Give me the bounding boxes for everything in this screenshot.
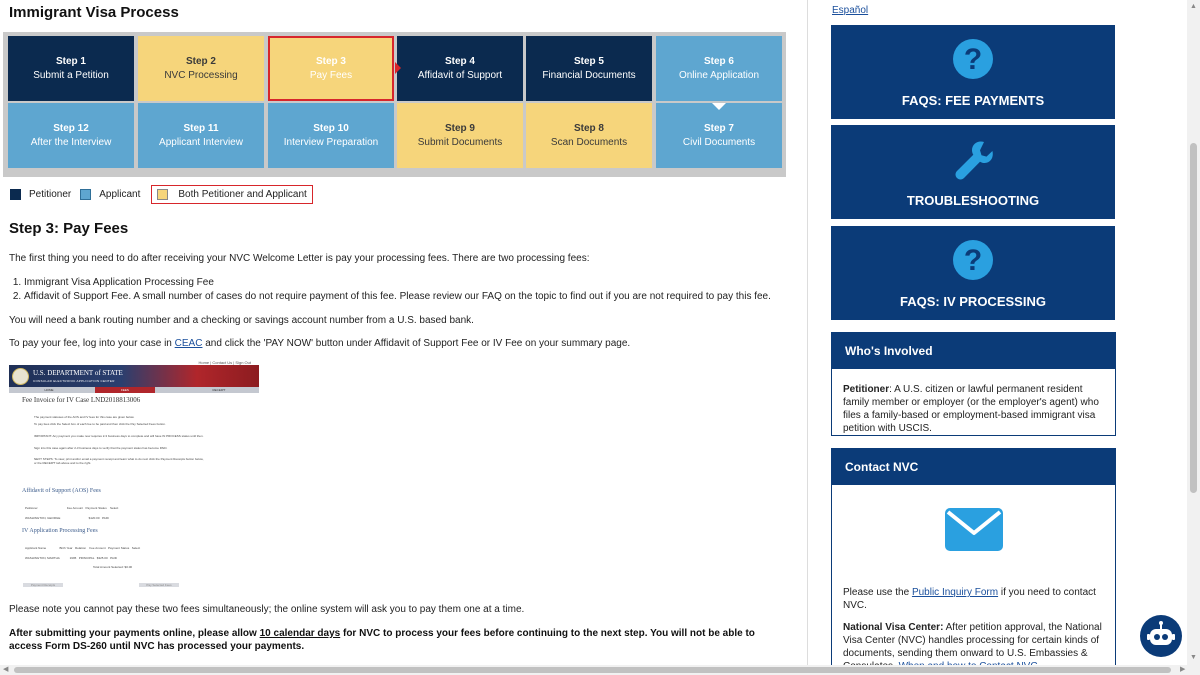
invoice-bullet: IMPORTANT: Any payment you make now requires 2-3 business days to complete and will have IN PROCESS status until then. — [34, 434, 204, 438]
state-seal-icon — [12, 368, 29, 385]
envelope-icon — [944, 507, 1004, 552]
invoice-bullet: Sign into this case again after 2-3 business days to verify that the payment status has become PAID. — [34, 446, 168, 450]
contact-pre: Please use the — [843, 587, 912, 598]
bank-note: You will need a bank routing number and a checking or savings account number from a U.S. based bank. — [9, 315, 474, 326]
after-pre: After submitting your payments online, please allow — [9, 628, 260, 639]
step-number: Step 11 — [183, 122, 219, 134]
step-8[interactable] — [526, 103, 652, 168]
invoice-aos-row: WASHINGTON, GEORGE $120.00 PAID — [25, 516, 109, 520]
legend — [10, 184, 313, 204]
step-3[interactable] — [268, 36, 394, 101]
step-label: Affidavit of Support — [417, 69, 503, 81]
invoice-header-band — [9, 365, 259, 387]
faq-iv-processing-card[interactable] — [831, 226, 1115, 320]
step-7[interactable] — [656, 103, 782, 168]
invoice-aos-cols: Petitioner Fee Amount Payment Status Select — [25, 506, 119, 510]
step-label: Submit a Petition — [33, 69, 109, 81]
wrench-icon — [953, 139, 993, 181]
pay-post: and click the 'PAY NOW' button under Affidavit of Support Fee or IV Fee on your summary page. — [202, 338, 631, 349]
step-label: Pay Fees — [309, 69, 353, 81]
legend-applicant-swatch — [80, 189, 91, 200]
legend-both-label: Both Petitioner and Applicant — [178, 188, 307, 200]
step-5[interactable] — [526, 36, 652, 101]
petitioner-definition: : A U.S. citizen or lawful permanent resident family member or employer (or the employer's agent) who files a family-based or employment-based immigrant visa petition with USCIS. — [843, 384, 1099, 434]
faq-fee-payments-label: FAQS: FEE PAYMENTS — [901, 93, 1045, 108]
invoice-bullet: To pay fees click the Select box of each fee to be paid and then click the Pay Selected Fees button. — [34, 422, 166, 426]
public-inquiry-form-link[interactable]: Public Inquiry Form — [911, 587, 999, 598]
legend-both — [151, 185, 312, 204]
scroll-left-icon[interactable]: ◀ — [3, 666, 9, 673]
step-number: Step 10 — [313, 122, 349, 134]
step-6[interactable] — [656, 36, 782, 101]
scroll-up-icon[interactable]: ▲ — [1190, 3, 1197, 10]
question-icon: ? — [953, 240, 993, 280]
section-title: Step 3: Pay Fees — [9, 220, 129, 237]
invoice-org-sub: CONSULAR ELECTRONIC APPLICATION CENTER — [33, 379, 115, 383]
step-2[interactable] — [138, 36, 264, 101]
step-number: Step 7 — [703, 122, 734, 134]
contact-nvc-title: Contact NVC — [832, 449, 1115, 485]
step-number: Step 8 — [573, 122, 604, 134]
simultaneous-note: Please note you cannot pay these two fees simultaneously; the online system will ask you to pay them one at a time. — [9, 604, 525, 615]
page-title: Immigrant Visa Process — [9, 4, 179, 21]
current-step-arrow-icon — [395, 62, 401, 74]
contact-nvc-box — [831, 448, 1116, 665]
whos-involved-box — [831, 332, 1116, 436]
fee-item-1: 1. Immigrant Visa Application Processing Fee — [24, 276, 771, 290]
step-label: Scan Documents — [550, 136, 628, 148]
whos-involved-title: Who's Involved — [832, 333, 1115, 369]
invoice-nav-home: HOME — [44, 388, 54, 392]
legend-both-swatch — [157, 189, 168, 200]
step-label: Applicant Interview — [159, 136, 243, 148]
faq-fee-payments-card[interactable] — [831, 25, 1115, 119]
step-label: Online Application — [678, 69, 760, 81]
contact-form-line — [843, 586, 1103, 612]
robot-icon — [1140, 615, 1182, 657]
invoice-title: Fee Invoice for IV Case LND2018813006 — [22, 396, 141, 404]
invoice-total: Total Amount Selected: $0.00 — [93, 565, 133, 569]
step-1[interactable] — [8, 36, 134, 101]
step-label: Financial Documents — [542, 69, 636, 81]
after-payment-note — [9, 627, 789, 653]
invoice-iv-row: WASHINGTON, MARTHA 1995 PRINCIPAL $325.00 PAID — [25, 556, 117, 560]
step-9[interactable] — [397, 103, 523, 168]
step-label: Civil Documents — [682, 136, 756, 148]
horizontal-scrollbar[interactable] — [0, 665, 1200, 675]
down-arrow-icon — [712, 103, 726, 110]
invoice-iv-cols: Applicant Name Birth Year Relation Fee Amount Payment Status Select — [25, 546, 141, 550]
step-number: Step 6 — [703, 55, 734, 67]
horizontal-scroll-thumb[interactable] — [14, 667, 1171, 673]
pay-selected-fees-button: Pay Selected Fees — [139, 583, 179, 587]
step-label: After the Interview — [30, 136, 112, 148]
fee-item-2: 2. Affidavit of Support Fee. A small number of cases do not require payment of this fee. Please review our FAQ on the topic to find out if you are not required to pay this fee. — [24, 290, 771, 304]
invoice-top-links: Home | Contact Us | Sign Out — [198, 360, 251, 365]
vertical-scrollbar[interactable] — [1187, 0, 1200, 665]
legend-applicant: Applicant — [99, 188, 141, 200]
step-12[interactable] — [8, 103, 134, 168]
pay-instructions — [9, 337, 630, 351]
step-number: Step 3 — [315, 55, 346, 67]
step-label: NVC Processing — [164, 69, 238, 81]
column-divider — [807, 0, 808, 665]
contact-post: if you need to contact NVC. — [843, 587, 1096, 611]
step-number: Step 9 — [444, 122, 475, 134]
invoice-bullet: The payment statuses of the AOS and IV fees for this case are given below. — [34, 415, 135, 419]
step-label: Interview Preparation — [283, 136, 379, 148]
invoice-nav — [9, 387, 259, 393]
invoice-aos-heading: Affidavit of Support (AOS) Fees — [22, 488, 101, 494]
step-label: Submit Documents — [417, 136, 503, 148]
step-number: Step 2 — [185, 55, 216, 67]
step-number: Step 1 — [55, 55, 86, 67]
chatbot-button[interactable] — [1140, 615, 1182, 657]
intro-text: The first thing you need to do after receiving your NVC Welcome Letter is pay your processing fees. There are two processing fees: — [9, 253, 590, 264]
step-number: Step 5 — [573, 55, 604, 67]
question-icon: ? — [953, 39, 993, 79]
faq-iv-processing-label: FAQS: IV PROCESSING — [900, 294, 1046, 309]
espanol-link[interactable]: Español — [832, 5, 869, 16]
legend-petitioner: Petitioner — [29, 188, 72, 200]
scroll-right-icon[interactable]: ▶ — [1180, 666, 1186, 673]
fee-list — [9, 276, 771, 304]
invoice-nav-fees: FEES — [95, 387, 155, 393]
troubleshooting-label: TROUBLESHOOTING — [906, 193, 1040, 208]
nvc-text: After petition approval, the National Visa Center (NVC) handles processing for certain kinds of documents, sending them onward to U.S. Embassies & — [843, 622, 1102, 659]
petitioner-term: Petitioner — [843, 384, 890, 395]
process-steps — [3, 32, 786, 177]
legend-petitioner-swatch — [10, 189, 21, 200]
invoice-nav-receipt: RECEIPT — [212, 388, 226, 392]
nvc-term: National Visa Center: — [843, 622, 944, 633]
invoice-iv-heading: IV Application Processing Fees — [22, 528, 98, 534]
scroll-down-icon[interactable]: ▼ — [1190, 654, 1197, 661]
ceac-link[interactable]: CEAC — [174, 338, 203, 349]
step-number: Step 12 — [53, 122, 89, 134]
step-10[interactable] — [268, 103, 394, 168]
invoice-org: U.S. DEPARTMENT of STATE — [33, 369, 123, 377]
after-post: for NVC to process your fees before continuing to the next step. You will not be able to access Form DS-260 until NVC has processed your payments. — [9, 628, 755, 652]
step-4[interactable] — [397, 36, 523, 101]
vertical-scroll-thumb[interactable] — [1190, 143, 1197, 493]
fee-invoice-image — [9, 360, 259, 594]
invoice-bullet: NEXT STEPS: To view, print and/or email a payment receipt and learn what to do next click the Payment Receipts button below, or the RECEIPT tab above and to the right. — [34, 457, 204, 465]
step-number: Step 4 — [444, 55, 475, 67]
pay-pre: To pay your fee, log into your case in — [9, 338, 175, 349]
calendar-days-link[interactable]: 10 calendar days — [259, 628, 341, 639]
payment-receipts-button: Payment Receipts — [23, 583, 63, 587]
whos-involved-body — [832, 369, 1115, 435]
step-11[interactable] — [138, 103, 264, 168]
troubleshooting-card[interactable] — [831, 125, 1115, 219]
